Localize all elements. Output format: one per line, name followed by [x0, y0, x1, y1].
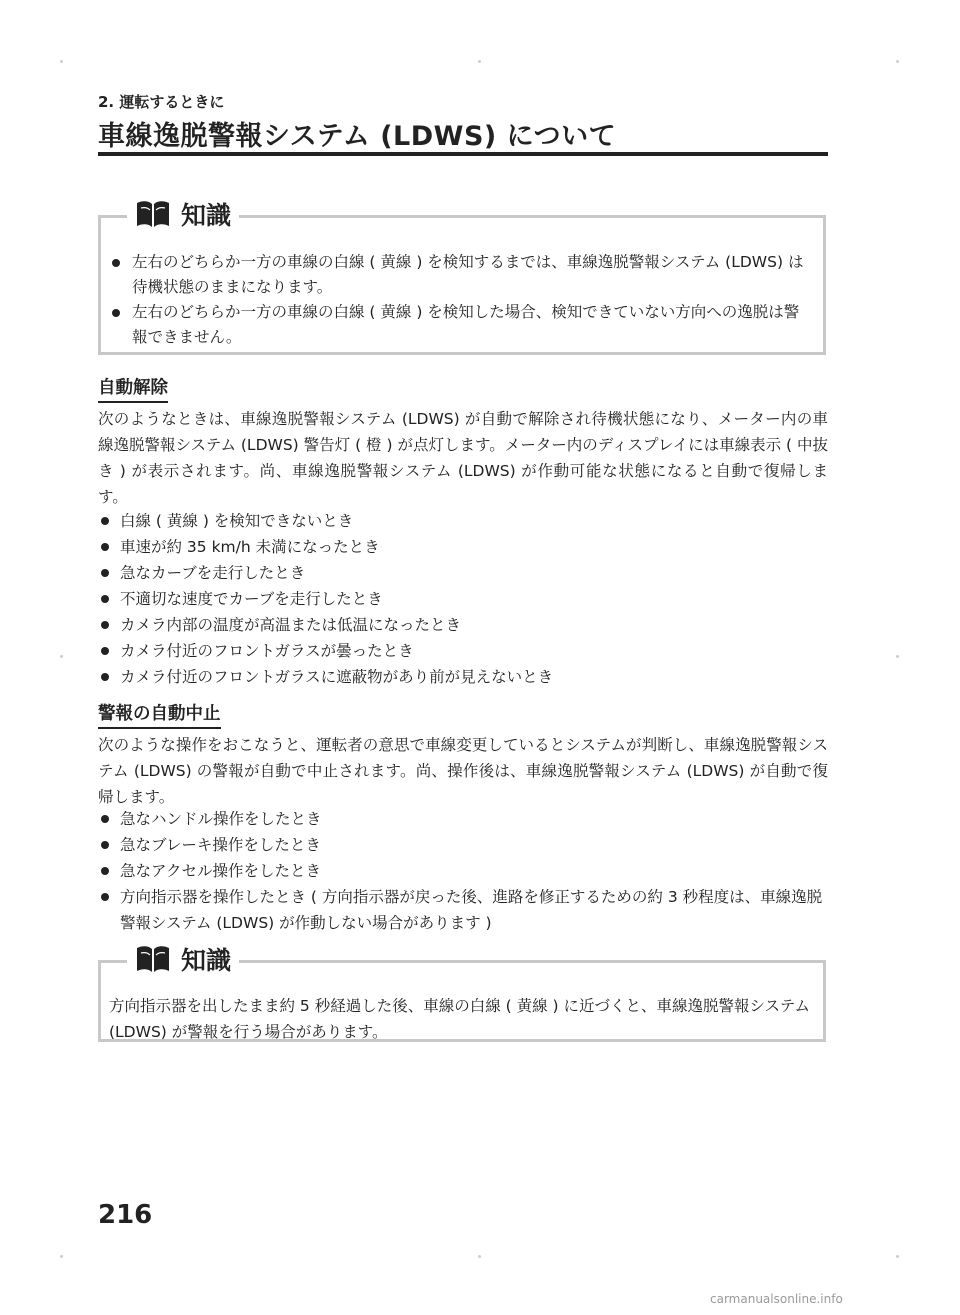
section-heading-auto-cancel: 自動解除 [98, 374, 168, 403]
knowledge-label: 知識 [181, 946, 232, 975]
warning-stop-list [98, 806, 828, 936]
section-paragraph: 次のような操作をおこなうと、運転者の意思で車線変更しているとシステムが判断し、車線逸脱警報システム (LDWS) の警報が自動で中止されます。尚、操作後は、車線逸脱警報システム (LDWS) が自動で復帰します。 [98, 736, 828, 806]
crop-mark [60, 655, 63, 658]
knowledge-list [109, 250, 813, 350]
crop-mark [896, 1255, 899, 1258]
chapter-heading: 2. 運転するときに [98, 93, 225, 111]
section-heading-warning-stop: 警報の自動中止 [98, 700, 221, 729]
list-item: 急なカーブを走行したとき [98, 560, 828, 586]
list-item: 左右のどちらか一方の車線の白線 ( 黄線 ) を検知した場合、検知できていない方向への逸脱は警報できません。 [109, 300, 813, 350]
knowledge-box-header [127, 196, 239, 232]
book-icon [135, 944, 171, 974]
list-item: 急なハンドル操作をしたとき [98, 806, 828, 832]
watermark: carmanualsonline.info [710, 1292, 843, 1306]
list-item: 白線 ( 黄線 ) を検知できないとき [98, 508, 828, 534]
knowledge-label: 知識 [181, 201, 232, 230]
page-number: 216 [98, 1200, 153, 1230]
crop-mark [60, 60, 63, 63]
crop-mark [60, 1255, 63, 1258]
list-item: 車速が約 35 km/h 未満になったとき [98, 534, 828, 560]
knowledge-box-header [127, 941, 239, 977]
list-item: 急なブレーキ操作をしたとき [98, 832, 828, 858]
list-item: カメラ内部の温度が高温または低温になったとき [98, 612, 828, 638]
title-underline [98, 152, 828, 156]
crop-mark [478, 60, 481, 63]
crop-mark [896, 655, 899, 658]
crop-mark [896, 60, 899, 63]
list-item: 方向指示器を操作したとき ( 方向指示器が戻った後、進路を修正するための約 3 秒程度は、車線逸脱警報システム (LDWS) が作動しない場合があります ) [98, 884, 828, 936]
crop-mark [478, 1255, 481, 1258]
list-item: カメラ付近のフロントガラスが曇ったとき [98, 638, 828, 664]
list-item: カメラ付近のフロントガラスに遮蔽物があり前が見えないとき [98, 664, 828, 690]
knowledge-text: 方向指示器を出したまま約 5 秒経過した後、車線の白線 ( 黄線 ) に近づくと、車線逸脱警報システム (LDWS) が警報を行う場合があります。 [109, 997, 810, 1041]
book-icon [135, 199, 171, 229]
list-item: 急なアクセル操作をしたとき [98, 858, 828, 884]
knowledge-box [98, 946, 826, 1042]
page-title: 車線逸脱警報システム (LDWS) について [98, 121, 617, 152]
list-item: 不適切な速度でカーブを走行したとき [98, 586, 828, 612]
section-paragraph: 次のようなときは、車線逸脱警報システム (LDWS) が自動で解除され待機状態になり、メーター内の車線逸脱警報システム (LDWS) 警告灯 ( 橙 ) が点灯します。メーター内のディスプレイには車線表示 ( 中抜き ) が表示されます。尚、車線逸脱警報システム (LDWS) が作動可能な状態になると自動で復帰します。 [98, 410, 828, 506]
list-item: 左右のどちらか一方の車線の白線 ( 黄線 ) を検知するまでは、車線逸脱警報システム (LDWS) は待機状態のままになります。 [109, 250, 813, 300]
auto-cancel-list [98, 508, 828, 690]
knowledge-box [98, 201, 826, 355]
